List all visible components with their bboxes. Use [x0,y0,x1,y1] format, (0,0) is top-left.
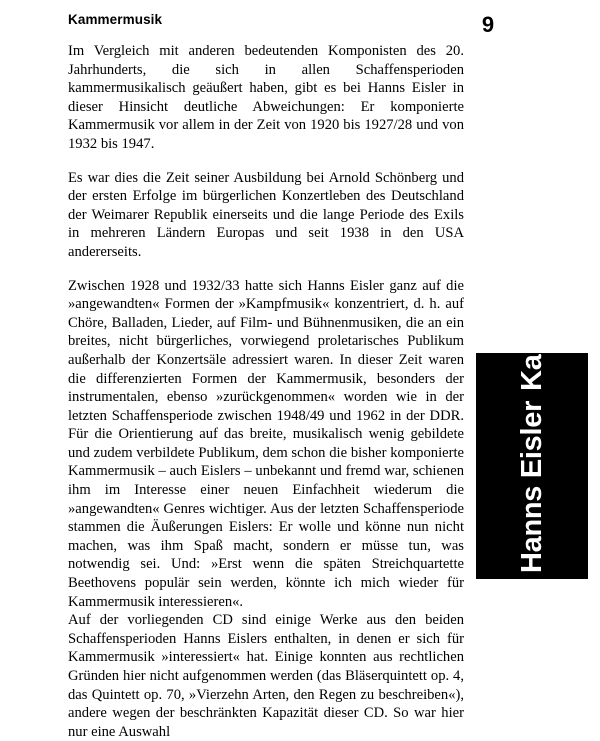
paragraph: Auf der vorliegenden CD sind einige Werke aus den beiden Schaffensperioden Hanns Eislers enthalten, in denen er sich für Kammermusik »interessiert« hat. Einige konnten aus rechtlichen Gründen hier nicht aufgenommen werden (das Bläserquintett op. 4, das Quintett op. 70, »Vierzehn Arten, den Regen zu beschreiben«), andere wegen der beschränkten Kapazität dieser CD. So war hier nur eine Auswahl [68,612,464,740]
sidebar-title-text [515,194,548,573]
sidebar-vertical-title [476,194,588,579]
paragraph: Im Vergleich mit anderen bedeutenden Komponisten des 20. Jahrhunderts, die sich in allen Schaffensperioden kammermusikalisch geäußert haben, gibt es bei Hanns Eisler in dieser Hinsicht deutliche Abweichungen: Er komponierte Kammermusik vor allem in der Zeit von 1920 bis 1927/28 und von 1932 bis 1947. [68,43,464,152]
paragraph: Zwischen 1928 und 1932/33 hatte sich Hanns Eisler ganz auf die »angewandten« Formen der »Kampfmusik« konzentriert, d. h. auf Chöre, Balladen, Lieder, auf Film- und Bühnenmusiken, die an ein breites, nicht bürgerliches, vorwiegend proletarisches Publikum außerhalb der Konzertsäle adressiert waren. In dieser Zeit waren die differenzierten Formen der Kammermusik, besonders der instrumentalen, ebenso »zurückgenommen« worden wie in der letzten Schaffensperiode zwischen 1948/49 und 1962 in der DDR. Für die Orientierung auf das breite, musikalisch wenig gebildete und zudem verbildete Publikum, dem schon die bisher komponierte Kammermusik – auch Eislers – unbekannt und fremd war, schienen ihm im Interesse einer neuen Einfachheit wiederum die »angewandten« Genres wichtiger. Aus der letzten Schaffensperiode stammen die Äußerungen Eislers: Er wolle und könne nun nicht machen, was ihm Spaß macht, sondern er müsse tun, was notwendig sei. Und: »Erst wenn die späten Streichquartette Beethovens populär sein werden, könnte ich mich wieder für Kammermusik interessieren«. [68,277,464,610]
sidebar-composer-name: Hanns Eisler [515,400,548,573]
paragraph: Es war dies die Zeit seiner Ausbildung bei Arnold Schönberg und der ersten Erfolge im bürgerlichen Konzertleben des Deutschland der Weimarer Republik einerseits und die lange Periode des Exils in mehreren Ländern Europas und seit 1938 in den USA andererseits. [68,169,464,260]
page-number: 9 [481,12,495,37]
sidebar-section-name: Kammermusik [515,194,548,391]
page-title: Kammermusik [68,12,163,27]
article-body [68,12,464,741]
sidebar-title-rotator [476,194,588,579]
